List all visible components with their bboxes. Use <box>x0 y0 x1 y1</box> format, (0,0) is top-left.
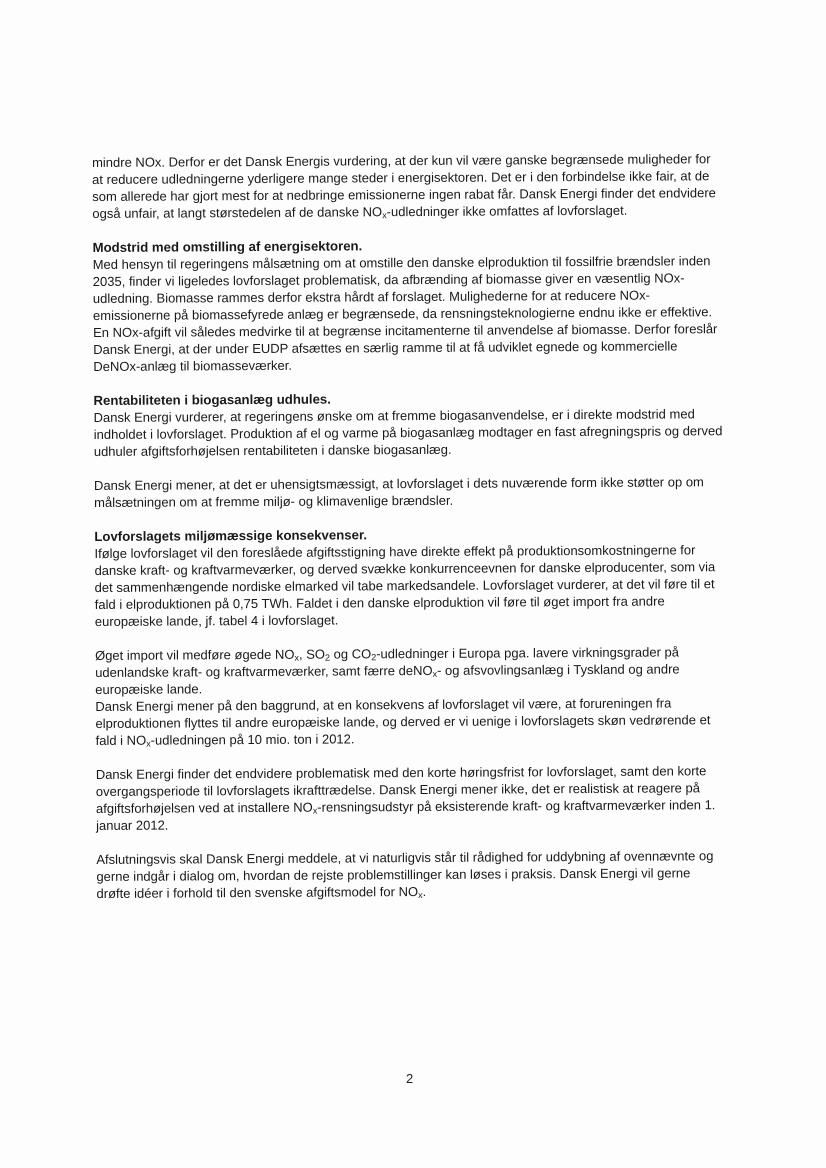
text-run: - og afsvovlingsanlæg i Tyskland og andre europæiske lande. <box>95 661 680 697</box>
paragraph-hoeringsfrist <box>96 762 726 834</box>
text-run: Afslutningsvis skal Dansk Energi meddele, at vi naturligvis står til rådighed for uddybning af ovennævnte og gerne indgår i dialog om, hvordan de rejste problemstillinger kan løses i praksis. Dansk Energi vil gerne drøfte idéer i forhold til den svenske afgiftsmodel for NO <box>96 848 714 901</box>
subscript: x <box>146 738 151 749</box>
paragraph-afslutning <box>96 847 726 902</box>
paragraph-import <box>95 643 725 698</box>
paragraph-miljoe: Ifølge lovforslaget vil den foreslåede afgiftsstigning have direkte effekt på produktionsomkostningerne for danske kraft- og kraftvarmeværker, og derved svække konkurrenceevnen for danske elproducenter, som via det sammenhængende nordiske elmarked vil tabe markedsandele. Lovforslaget vurderer, at det vil føre til et fald i elproduktionen på 0,75 TWh. Faldet i den danske elproduktion vil føre til øget import fra andre europæiske lande, jf. tabel 4 i lovforslaget. <box>94 542 716 629</box>
text-run: -rensningsudstyr på eksisterende kraft- og kraftvarmeværker inden 1. januar 2012. <box>96 797 716 833</box>
paragraph-rentabilitet: Dansk Energi vurderer, at regeringens ønske om at fremme biogasanvendelse, er i direkte modstrid med indholdet i lovforslaget. Produktion af el og varme på biogasanlæg modtager en fast afregningspris og derved udhuler afgiftsforhøjelsen rentabiliteten i danske biogasanlæg. <box>93 406 723 459</box>
heading-miljoe: Lovforslagets miljømæssige konsekvenser. <box>94 527 368 544</box>
text-run: Dansk Energi finder det endvidere problematisk med den korte høringsfrist for lovforslaget, samt den korte overgangsperiode til lovforslagets ikrafttrædelse. Dansk Energi mener ikke, det er realistisk at reagere på afgiftsforhøjelsen ved at installere NO <box>95 763 707 816</box>
heading-modstrid: Modstrid med omstilling af energisektoren. <box>92 238 363 255</box>
paragraph-modstrid: Med hensyn til regeringens målsætning om at omstille den danske elproduktion til fossilfrie brændsler inden 2035, finder vi ligeledes lovforslaget problematisk, da afbrænding af biomasse giver en væsentlig NOx-udledning. Biomasse rammes derfor ekstra hårdt af forslaget. Mulighederne for at reducere NOx-emissionerne på biomassefyrede anlæg er begrænsede, da rensningsteknologierne endnu ikke er effektive. En NOx-afgift vil således medvirke til at begrænse incitamenterne til anvendelse af biomasse. Derfor foreslår Dansk Energi, at der under EUDP afsættes en særlig ramme til at få udviklet egnede og kommercielle DeNOx-anlæg til biomasseværker. <box>92 253 718 374</box>
text-run: -udledningen på 10 mio. ton i 2012. <box>150 731 355 748</box>
subscript: 2 <box>371 652 377 663</box>
text-run: . <box>422 883 427 899</box>
subscript: x <box>294 652 300 663</box>
text-run: og CO <box>329 646 372 662</box>
text-run: -udledninger i Europa pga. lavere virkningsgrader på udenlandske kraft- og kraftvarmeværker, samt færre deNO <box>95 644 680 680</box>
heading-rentabilitet: Rentabiliteten i biogasanlæg udhules. <box>93 391 331 408</box>
text-run: Dansk Energi mener på den baggrund, at en konsekvens af lovforslaget vil være, at forureningen fra elproduktionen flyttes til andre europæiske lande, og derved er vi uenige i lovforslagets skøn vedrørende et fald i NO <box>95 695 711 748</box>
paragraph-nox-intro <box>92 150 722 222</box>
subscript: x <box>432 668 438 679</box>
subscript: x <box>382 210 387 221</box>
page-number: 2 <box>406 1071 414 1086</box>
subscript: 2 <box>324 652 331 663</box>
document-body <box>92 150 727 902</box>
paragraph-uhensigtsmaessigt: Dansk Energi mener, at det er uhensigtsmæssigt, at lovforslaget i dets nuværende form ikke støtter op om målsætningen om at fremme miljø- og klimavenlige brændsler. <box>93 474 704 510</box>
text-run: , SO <box>298 646 326 662</box>
subscript: x <box>312 805 318 816</box>
paragraph-konsekvens <box>95 694 725 749</box>
text-run: mindre NOx. Derfor er det Dansk Energis vurdering, at der kun vil være ganske begrænsede muligheder for at reducere udledningerne yderligere mange steder i energisektoren. Det er i den forbindelse ikke fair, at de som allerede har gjort mest for at nedbringe emissionerne ingen rabat får. Dansk Energi finder det endvidere også unfair, at langt størstedelen af de danske NO <box>92 151 716 221</box>
text-run: Øget import vil medføre øgede NO <box>95 646 295 663</box>
subscript: x <box>418 889 423 901</box>
text-run: -udledninger ikke omfattes af lovforslaget. <box>386 202 628 220</box>
